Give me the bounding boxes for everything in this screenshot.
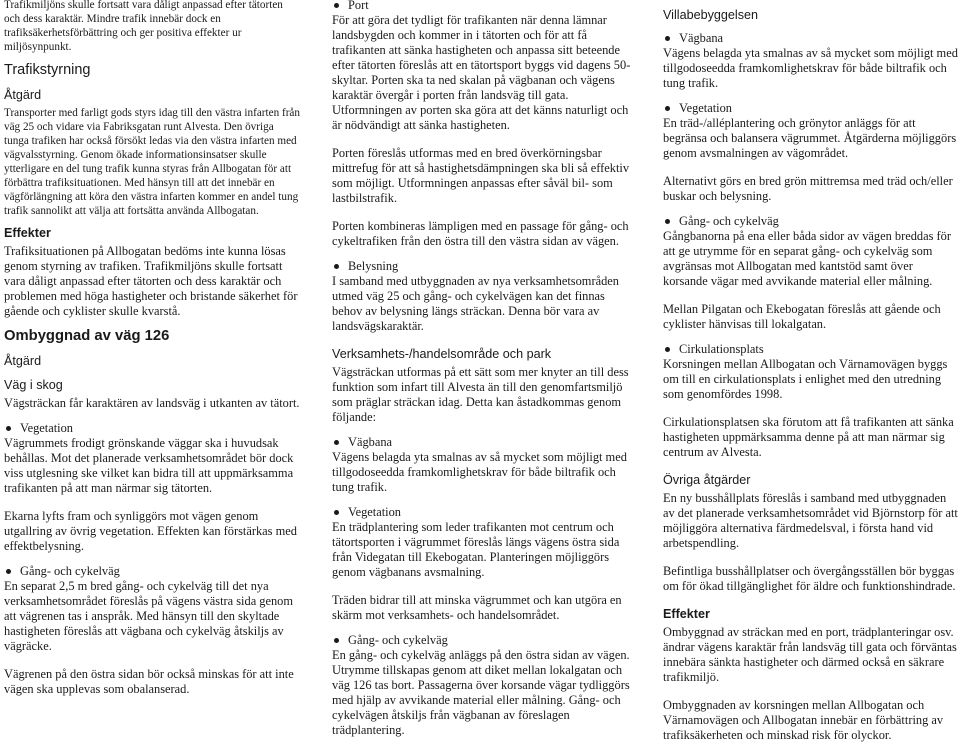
bullet-gang-cykelvag [4, 564, 300, 579]
column-right [663, 8, 958, 756]
bullet-dot [334, 264, 339, 269]
heading-verksamhetsomrade: Verksamhets-/handelsområde och park [332, 347, 552, 361]
paragraph-vegetation: Vägrummets frodigt grönskande väggar ska i huvudsak behållas. Mot det planerade verksamhetsområdet bör dock viss utglesning ske vilket kan bidra till att uppmärksamma trafikanten på att man närmar sig tätorten. [4, 436, 294, 495]
heading-villabebyggelsen: Villabebyggelsen [663, 8, 758, 22]
paragraph-befintliga: Befintliga busshållplatser och övergångsställen bör byggas om för ökad tillgänglighet för äldre och funktionshindrade. [663, 564, 956, 593]
paragraph-effekter-2: Ombyggnaden av korsningen mellan Allbogatan och Värnamovägen och Allbogatan innebär en förbättring av trafiksäkerheten och minskad risk för olyckor. [663, 698, 944, 742]
bullet-vegetation [663, 101, 958, 116]
bullet-gang-cykelvag [663, 214, 958, 229]
heading-vag-i-skog: Väg i skog [4, 378, 63, 392]
paragraph-port: För att göra det tydligt för trafikanten när denna lämnar landsbygden och kommer in i tätorten och för att få trafikanten att sänka hastigheten och anpassa sitt beteende efter tätorten föreslås att en tätortsport byggs vid dagens 50-skyltar. Porten ska ta ned skalan på vägbanan och vägens karaktär övergår i porten från landsväg till gata. Utformningen av porten ska göra att det känns naturligt och är nödvändigt att sänka hastigheten. [332, 13, 631, 132]
bullet-dot [665, 36, 670, 41]
bullet-label: Gång- och cykelväg [679, 214, 779, 228]
paragraph-vegetation: En trädplantering som leder trafikanten mot centrum och tätortsporten i vägrummet föreslås längs vägens östra sida från Videgatan till Ekebogatan. Planteringen möjliggörs genom vägbanans avsmalning. [332, 520, 620, 579]
paragraph-vag-i-skog: Vägsträckan får karaktären av landsväg i utkanten av tätort. [4, 396, 300, 410]
bullet-label: Vegetation [679, 101, 732, 115]
bullet-dot [334, 510, 339, 515]
bullet-vagbana [332, 435, 632, 450]
paragraph-effekter: Trafiksituationen på Allbogatan bedöms inte kunna lösas genom styrning av trafiken. Trafikmiljöns skulle fortsatt vara dåligt anpassad efter tätorten och dess karaktär och problemen med höga hastigheter och bristande säkerhet för gående och cyklister skulle kvarstå. [4, 244, 298, 318]
paragraph-gang-cykelvag: En separat 2,5 m bred gång- och cykelväg till det nya verksamhetsområdet föreslås på vägens västra sida genom att vägrenen tas i anspråk. Med hänsyn till den skyltade hastigheten föreslås att vägbana och cykelväg åtskiljs av vägräcke. [4, 579, 294, 653]
bullet-dot [6, 569, 11, 574]
paragraph-gang-cykelvag: En gång- och cykelväg anläggs på den östra sidan av vägen. Utrymme tillskapas genom att diket mellan lokalgatan och väg 126 tas bort. Passagerna över korsande vägar tydliggörs med hjälp av avvikande material eller målning. Gång- och cykelvägen åtskiljs från vägbanan av föreslagen trädplantering. [332, 648, 630, 737]
heading-atgard: Åtgärd [4, 88, 42, 102]
bullet-vagbana [663, 31, 958, 46]
bullet-vegetation [332, 505, 632, 520]
bullet-label: Port [348, 0, 369, 12]
heading-trafikstyrning: Trafikstyrning [4, 62, 91, 78]
bullet-cirkulationsplats [663, 342, 958, 357]
bullet-belysning [332, 259, 632, 274]
paragraph-vegetation: En träd-/alléplantering och grönytor anläggs för att begränsa och balansera vägrummet. Åtgärderna möjliggörs genom avsmalningen av vägområdet. [663, 116, 957, 160]
heading-ombyggnad: Ombyggnad av väg 126 [4, 328, 170, 344]
bullet-label: Vägbana [348, 435, 393, 449]
paragraph-effekter: Ombyggnad av sträckan med en port, trädplanteringar osv. ändrar vägens karaktär från landsväg till gata och förväntas innebära sänkta hastigheter och därmed också en säkrare trafikmiljö. [663, 625, 957, 684]
paragraph-alternativt: Alternativt görs en bred grön mittremsa med träd och/eller buskar och belysning. [663, 174, 953, 203]
heading-effekter: Effekter [663, 607, 710, 621]
bullet-label: Vägbana [679, 31, 724, 45]
heading-ovriga-atgarder: Övriga åtgärder [663, 473, 751, 487]
column-middle [332, 0, 632, 751]
heading-atgard-2: Åtgärd [4, 354, 42, 368]
bullet-dot [334, 638, 339, 643]
bullet-dot [665, 106, 670, 111]
paragraph-verksamhetsomrade: Vägsträckan utformas på ett sätt som mer knyter an till dess funktion som infart till Alvesta än till den genomfartsmiljö som präglar sträckan idag. Detta kan åstadkommas genom följande: [332, 365, 629, 424]
paragraph-vagbana: Vägens belagda yta smalnas av så mycket som möjligt med tillgodoseedda framkomlighetskrav för både biltrafik och tung trafik. [663, 46, 958, 90]
bullet-label: Gång- och cykelväg [20, 564, 120, 578]
heading-effekter: Effekter [4, 226, 51, 240]
bullet-label: Belysning [348, 259, 399, 273]
bullet-vegetation [4, 421, 300, 436]
bullet-label: Cirkulationsplats [679, 342, 764, 356]
intro-paragraph: Trafikmiljöns skulle fortsatt vara dåligt anpassad efter tätorten och dess karaktär. Mindre trafik innebär dock en trafiksäkerhetsförbättring och ger positiva effekter ur miljösynpunkt. [4, 0, 283, 53]
paragraph-kombineras: Porten kombineras lämpligen med en passage för gång- och cykeltrafiken från den östra till den västra sidan av vägen. [332, 219, 629, 248]
paragraph-cirkulationsplats: Korsningen mellan Allbogatan och Värnamovägen byggs om till en cirkulationsplats i enlighet med den utredning som genomfördes 1998. [663, 357, 948, 401]
paragraph-traden: Träden bidrar till att minska vägrummet och kan utgöra en skärm mot verksamhets- och handelsområdet. [332, 593, 622, 622]
bullet-dot [665, 219, 670, 224]
bullet-dot [334, 3, 339, 8]
paragraph-belysning: I samband med utbyggnaden av nya verksamhetsområden utmed väg 25 och gång- och cykelvägen kan det finnas behov av belysning längs sträckan. Denna bör vara av landsvägskaraktär. [332, 274, 619, 333]
paragraph-ekarna: Ekarna lyfts fram och synliggörs mot vägen genom utgallring av övrig vegetation. Effekten kan förstärkas med effektbelysning. [4, 509, 297, 553]
paragraph-vagbana: Vägens belagda yta smalnas av så mycket som möjligt med tillgodoseedda framkomlighetskrav för både biltrafik och tung trafik. [332, 450, 627, 494]
bullet-label: Vegetation [20, 421, 73, 435]
bullet-label: Gång- och cykelväg [348, 633, 448, 647]
paragraph-mellan: Mellan Pilgatan och Ekebogatan föreslås att gående och cyklister hänvisas till lokalgatan. [663, 302, 941, 331]
paragraph-vagrenen: Vägrenen på den östra sidan bör också minskas för att inte vägen ska upplevas som obalanserad. [4, 667, 294, 696]
paragraph-gang-cykelvag: Gångbanorna på ena eller båda sidor av vägen breddas för att ge utrymme för en separat gång- och cykelväg som avgränsas mot Allbogatan med kantstöd samt över korsande vägar med avvikande material eller målning. [663, 229, 951, 288]
bullet-dot [6, 426, 11, 431]
paragraph-porten: Porten föreslås utformas med en bred överkörningsbar mittrefug för att så hastighetsdämpningen ska bli så effektiv som möjligt. Utformningen anpassas efter såväl bil- som lastbilstrafik. [332, 146, 630, 205]
paragraph-cirkulationsplats-2: Cirkulationsplatsen ska förutom att få trafikanten att sänka hastigheten uppmärksamma denne på att man närmar sig centrum av Alvesta. [663, 415, 954, 459]
paragraph-ovriga: En ny busshållplats föreslås i samband med utbyggnaden av det planerade verksamhetsområdet vid Björnstorp för att möjliggöra alternativa färdmedelsval, i första hand vid arbetspendling. [663, 491, 958, 550]
bullet-gang-cykelvag [332, 633, 632, 648]
bullet-dot [665, 347, 670, 352]
bullet-label: Vegetation [348, 505, 401, 519]
bullet-dot [334, 440, 339, 445]
column-left [4, 0, 300, 710]
bullet-port [332, 0, 632, 13]
paragraph-atgard: Transporter med farligt gods styrs idag till den västra infarten från väg 25 och vidare via Fabriksgatan runt Alvesta. Den övriga tunga trafiken har också försökt ledas via den västra infarten med vägvalsstyrning. Genom ökade informationsinsatser skulle ytterligare en del tung trafik kunna styras från Allbogatan för att förbättra trafiksituationen. Med hänsyn till att det innebär en vägförlängning att köra den västra infarten kommer en andel tung trafik sannolikt att välja att fortsätta använda Allbogatan. [4, 107, 300, 217]
